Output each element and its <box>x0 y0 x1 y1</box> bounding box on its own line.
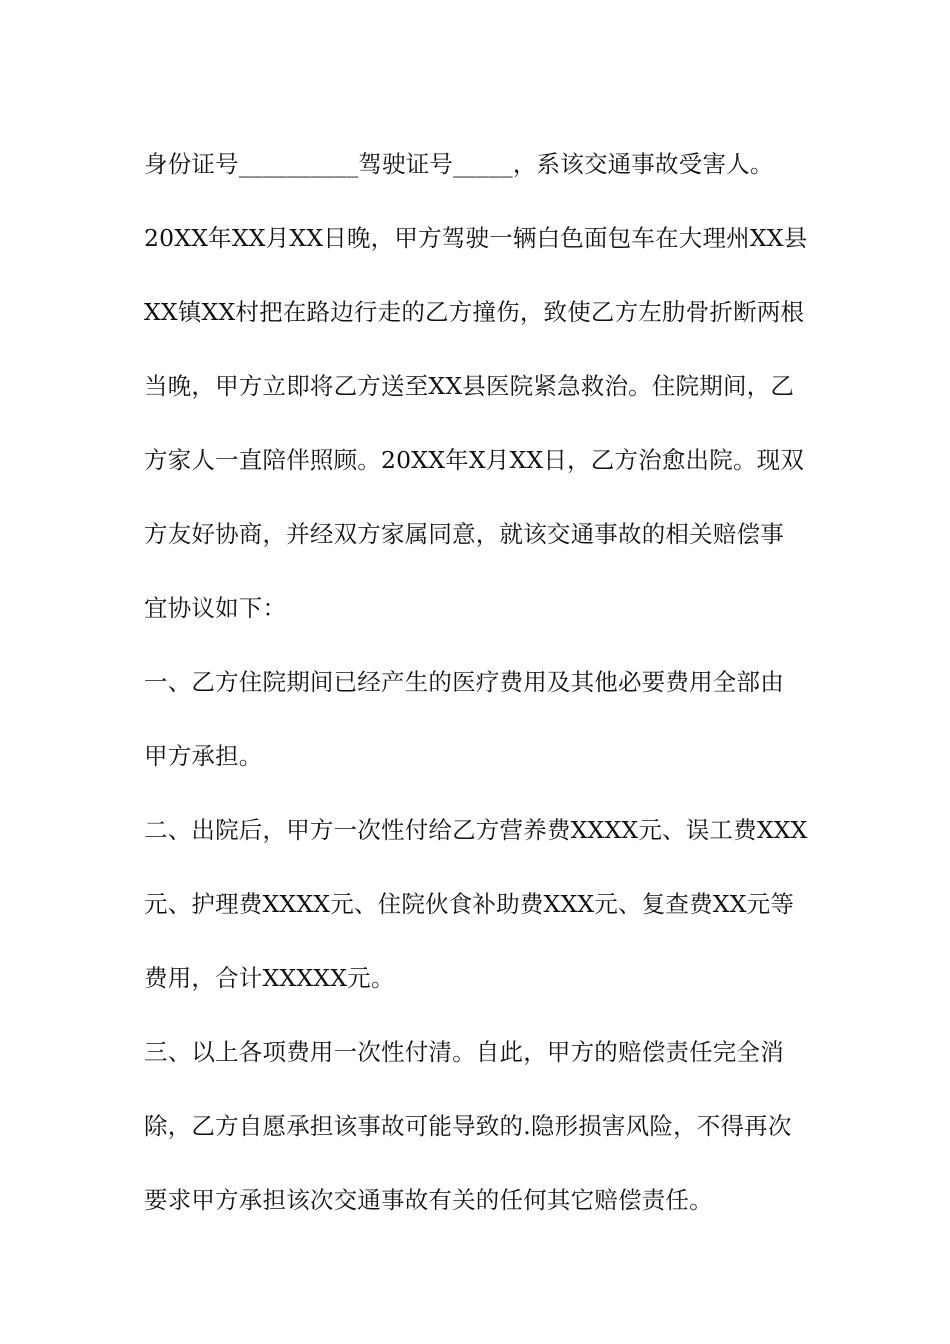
text-line-4: 当晚，甲方立即将乙方送至XX县医院紧急救治。住院期间，乙 <box>144 372 795 400</box>
text-line-3: XX镇XX村把在路边行走的乙方撞伤，致使乙方左肋骨折断两根 <box>144 298 805 326</box>
text-line-10: 二、出院后，甲方一次性付给乙方营养费XXXX元、误工费XXX <box>144 816 808 844</box>
text-line-14: 除，乙方自愿承担该事故可能导致的.隐形损害风险，不得再次 <box>144 1112 792 1140</box>
text-line-2: 20XX年XX月XX日晚，甲方驾驶一辆白色面包车在大理州XX县 <box>144 224 808 252</box>
text-line-6: 方友好协商，并经双方家属同意，就该交通事故的相关赔偿事 <box>144 520 784 548</box>
text-line-5: 方家人一直陪伴照顾。20XX年X月XX日，乙方治愈出院。现双 <box>144 446 805 474</box>
text-line-8: 一、乙方住院期间已经产生的医疗费用及其他必要费用全部由 <box>144 668 784 696</box>
text-line-12: 费用，合计XXXXX元。 <box>144 964 395 992</box>
text-line-7: 宜协议如下： <box>144 594 287 622</box>
text-line-9: 甲方承担。 <box>144 742 263 770</box>
text-line-13: 三、以上各项费用一次性付清。自此，甲方的赔偿责任完全消 <box>144 1038 784 1066</box>
text-line-15: 要求甲方承担该次交通事故有关的任何其它赔偿责任。 <box>144 1186 713 1214</box>
text-line-1: 身份证号__________驾驶证号_____，系该交通事故受害人。 <box>144 150 774 178</box>
agreement-body <box>144 127 824 1237</box>
text-line-11: 元、护理费XXXX元、住院伙食补助费XXX元、复查费XX元等 <box>144 890 795 918</box>
